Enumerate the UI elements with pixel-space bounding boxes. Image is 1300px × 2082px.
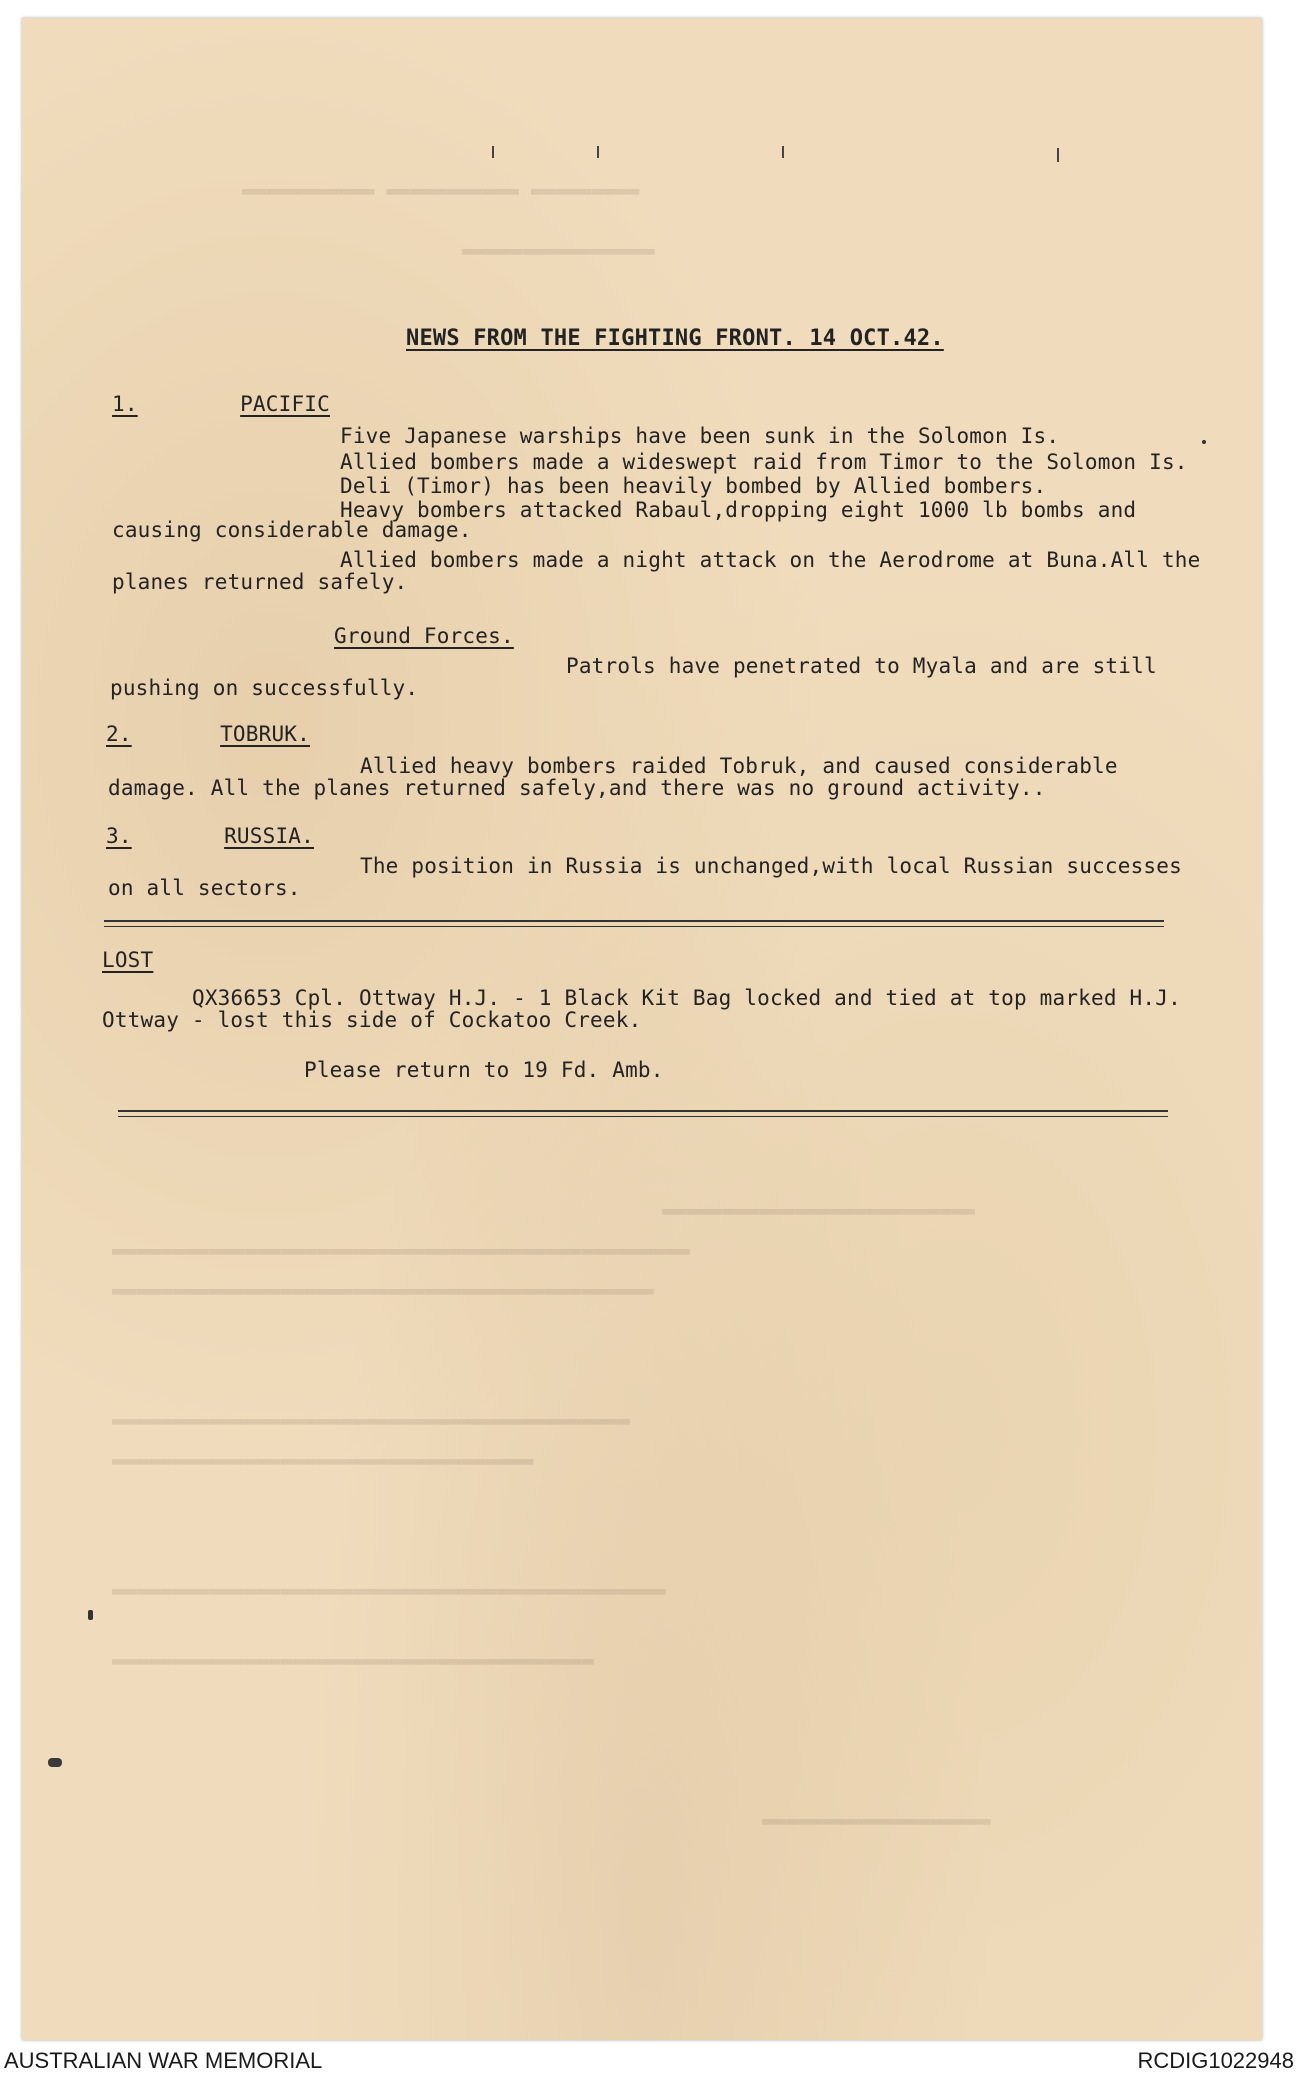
type-mark (782, 146, 784, 158)
russia-line: The position in Russia is unchanged,with local Russian successes (360, 854, 1182, 878)
ink-speck (88, 1610, 93, 1620)
ground-forces-line: Patrols have penetrated to Myala and are still (566, 654, 1157, 678)
section-heading-pacific: PACIFIC (240, 392, 330, 416)
section-heading-russia: RUSSIA. (224, 824, 314, 848)
bleed-through-text: ▬▬▬▬▬▬▬▬▬▬▬▬▬▬▬▬▬▬▬▬▬▬▬▬▬▬▬▬▬▬▬▬▬▬▬▬▬▬▬▬ (112, 1648, 594, 1672)
pacific-line: Allied bombers made a wideswept raid from Timor to the Solomon Is. (340, 450, 1188, 474)
bleed-through-text: ▬▬▬▬▬▬▬▬▬▬▬ ▬▬▬▬▬▬▬▬▬▬▬ ▬▬▬▬▬▬▬▬▬ (242, 178, 640, 202)
bleed-through-text: ▬▬▬▬▬▬▬▬▬▬▬▬▬▬▬▬▬▬▬▬▬▬▬▬▬▬▬▬▬▬▬▬▬▬▬▬▬▬▬▬▬▬▬ (112, 1408, 630, 1432)
lost-line: QX36653 Cpl. Ottway H.J. - 1 Black Kit Bag locked and tied at top marked H.J. (192, 986, 1181, 1010)
lost-heading: LOST (102, 948, 154, 972)
divider-rule (104, 926, 1164, 927)
lost-return-note: Please return to 19 Fd. Amb. (304, 1058, 664, 1082)
section-number-russia: 3. (106, 824, 132, 848)
bleed-through-text: ▬▬▬▬▬▬▬▬▬▬▬▬▬▬▬▬ (462, 238, 655, 262)
section-number-pacific: 1. (112, 392, 138, 416)
bleed-through-text: ▬▬▬▬▬▬▬▬▬▬▬▬▬▬▬▬▬▬▬▬▬▬▬▬▬▬▬▬▬▬▬▬▬▬▬ (112, 1448, 534, 1472)
ink-speck (48, 1758, 62, 1767)
footer-institution: AUSTRALIAN WAR MEMORIAL (4, 2048, 323, 2073)
footer-catalogue-id: RCDIG1022948 (1137, 2048, 1294, 2073)
ink-speck (1202, 440, 1206, 444)
type-mark (1057, 148, 1059, 162)
tobruk-line: damage. All the planes returned safely,and there was no ground activity.. (108, 776, 1046, 800)
section-heading-tobruk: TOBRUK. (220, 722, 310, 746)
type-mark (492, 146, 494, 158)
pacific-line: Allied bombers made a night attack on the Aerodrome at Buna.All the (340, 548, 1201, 572)
divider-rule (104, 920, 1164, 922)
bleed-through-text: ▬▬▬▬▬▬▬▬▬▬▬▬▬▬▬▬▬▬▬▬▬▬▬▬▬▬▬▬▬▬▬▬▬▬▬▬▬▬▬▬▬▬▬▬▬ (112, 1278, 654, 1302)
ground-forces-heading: Ground Forces. (334, 624, 514, 648)
type-mark (597, 146, 599, 158)
lost-line: Ottway - lost this side of Cockatoo Creek. (102, 1008, 642, 1032)
pacific-line: Five Japanese warships have been sunk in the Solomon Is. (340, 424, 1060, 448)
document-title: NEWS FROM THE FIGHTING FRONT. 14 OCT.42. (406, 326, 944, 351)
document-page (22, 18, 1262, 2040)
bleed-through-text: ▬▬▬▬▬▬▬▬▬▬▬▬▬▬▬▬▬▬▬ (762, 1808, 991, 1832)
divider-rule (118, 1116, 1168, 1117)
ground-forces-line: pushing on successfully. (110, 676, 419, 700)
divider-rule (118, 1110, 1168, 1112)
tobruk-line: Allied heavy bombers raided Tobruk, and caused considerable (360, 754, 1118, 778)
pacific-line: Deli (Timor) has been heavily bombed by Allied bombers. (340, 474, 1047, 498)
pacific-line: Heavy bombers attacked Rabaul,dropping eight 1000 lb bombs and (340, 498, 1137, 522)
section-number-tobruk: 2. (106, 722, 132, 746)
pacific-line: causing considerable damage. (112, 518, 472, 542)
pacific-line: planes returned safely. (112, 570, 408, 594)
bleed-through-text: ▬▬▬▬▬▬▬▬▬▬▬▬▬▬▬▬▬▬▬▬▬▬▬▬▬▬ (662, 1198, 976, 1222)
bleed-through-text: ▬▬▬▬▬▬▬▬▬▬▬▬▬▬▬▬▬▬▬▬▬▬▬▬▬▬▬▬▬▬▬▬▬▬▬▬▬▬▬▬▬▬▬▬▬▬▬▬ (112, 1238, 690, 1262)
russia-line: on all sectors. (108, 876, 301, 900)
bleed-through-text: ▬▬▬▬▬▬▬▬▬▬▬▬▬▬▬▬▬▬▬▬▬▬▬▬▬▬▬▬▬▬▬▬▬▬▬▬▬▬▬▬▬▬▬▬▬▬ (112, 1578, 666, 1602)
